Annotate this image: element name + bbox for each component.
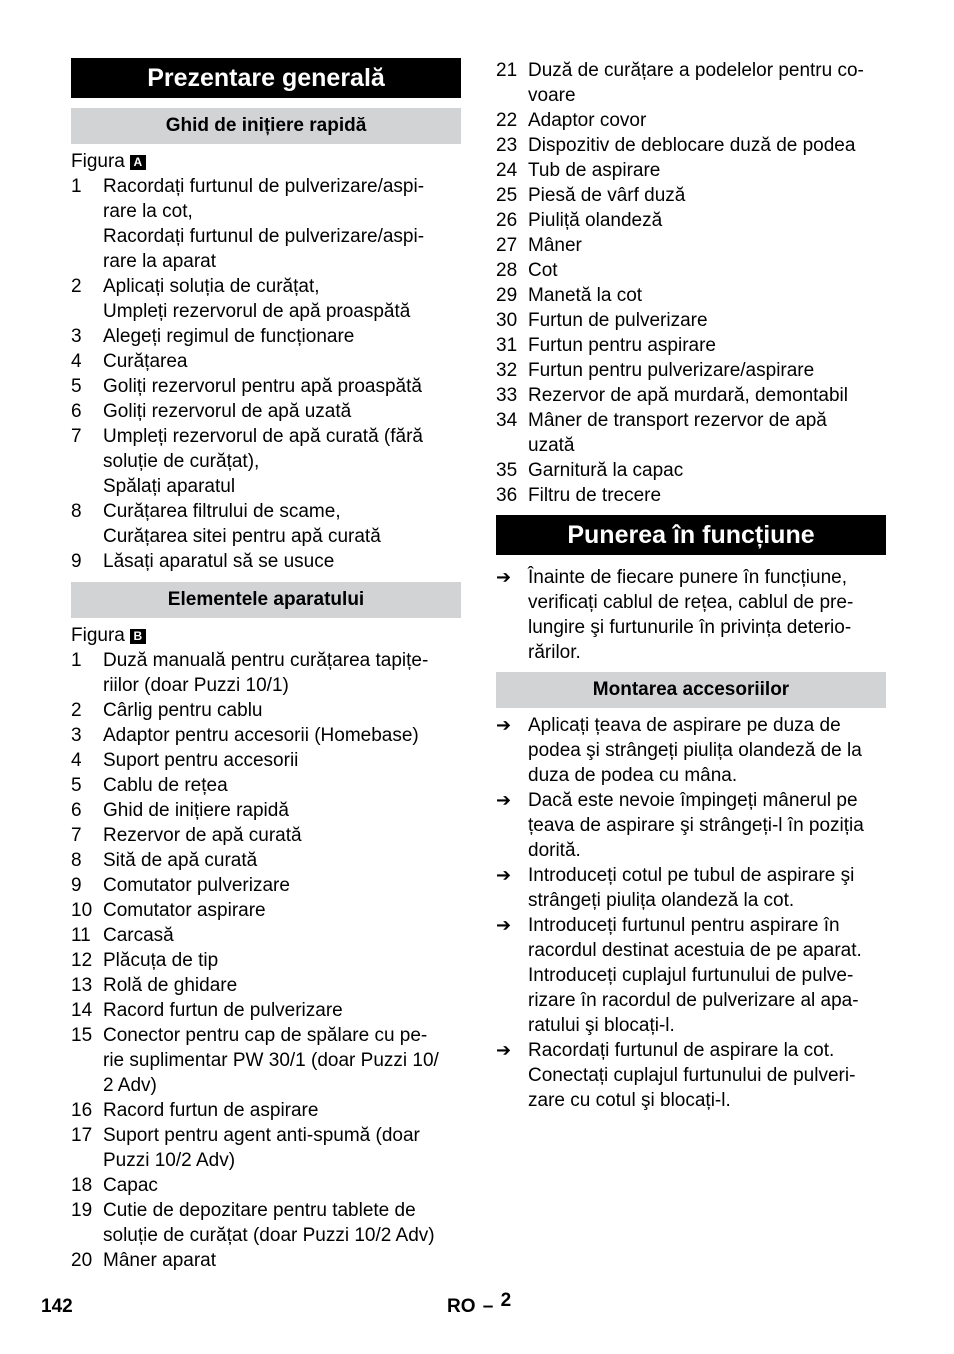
arrow-right-icon: ➔ <box>496 865 512 885</box>
page-footer-marker <box>447 1290 512 1318</box>
item-number: 34 <box>496 410 518 431</box>
item-number: 6 <box>71 800 82 821</box>
item-text: Mâner <box>528 235 582 256</box>
list-item <box>71 723 461 748</box>
figure-letter-badge: B <box>130 629 146 644</box>
list-item <box>496 58 886 108</box>
item-number: 6 <box>71 401 82 422</box>
section-title-startup: Punerea în funcțiune <box>496 515 886 555</box>
item-number: 28 <box>496 260 518 281</box>
item-number: 20 <box>71 1250 93 1271</box>
list-item <box>71 499 461 549</box>
item-number: 31 <box>496 335 518 356</box>
item-text: Piesă de vârf duză <box>528 185 686 206</box>
item-text: Furtun pentru aspirare <box>528 335 716 356</box>
item-text: Piuliță olandeză <box>528 210 663 231</box>
list-item <box>496 108 886 133</box>
item-text: Cârlig pentru cablu <box>103 700 263 721</box>
list-item <box>496 383 886 408</box>
item-text: Sită de apă curată <box>103 850 258 871</box>
item-number: 27 <box>496 235 518 256</box>
item-number: 1 <box>71 650 82 671</box>
list-item <box>71 1248 461 1273</box>
item-text: Duză manuală pentru curățarea tapițe- riilor (doar Puzzi 10/1) <box>103 650 429 696</box>
item-text: Lăsați aparatul să se usuce <box>103 551 335 572</box>
list-item <box>71 324 461 349</box>
figure-reference-a <box>71 149 461 174</box>
arrow-right-icon: ➔ <box>496 915 512 935</box>
list-item <box>71 1023 461 1098</box>
item-text: Manetă la cot <box>528 285 643 306</box>
list-item <box>71 923 461 948</box>
item-number: 36 <box>496 485 518 506</box>
item-text: Suport pentru accesorii <box>103 750 299 771</box>
list-item <box>496 483 886 508</box>
item-text: Cablu de rețea <box>103 775 228 796</box>
footer-separator: – <box>482 1296 494 1317</box>
instruction-text: Racordați furtunul de aspirare la cot. Conectați cuplajul furtunului de pulveri- zare cu cotul şi blocați-l. <box>528 1040 856 1111</box>
page-number: 142 <box>41 1296 73 1317</box>
list-item <box>71 873 461 898</box>
item-text: Comutator aspirare <box>103 900 266 921</box>
figure-letter-badge: A <box>130 155 146 170</box>
item-text: Rezervor de apă curată <box>103 825 302 846</box>
list-item <box>496 333 886 358</box>
subsection-heading-quick-guide: Ghid de inițiere rapidă <box>71 108 461 144</box>
list-item <box>71 1198 461 1248</box>
list-item <box>71 973 461 998</box>
instruction-text: Introduceți cotul pe tubul de aspirare şi strângeți piulița olandeză la cot. <box>528 865 855 911</box>
item-number: 7 <box>71 426 82 447</box>
list-item <box>71 748 461 773</box>
item-text: Tub de aspirare <box>528 160 661 181</box>
list-item <box>496 283 886 308</box>
arrow-right-icon: ➔ <box>496 715 512 735</box>
item-text: Cutie de depozitare pentru tablete de soluție de curățat (doar Puzzi 10/2 Adv) <box>103 1200 435 1246</box>
item-text: Curățarea filtrului de scame, Curățarea sitei pentru apă curată <box>103 501 381 547</box>
item-number: 32 <box>496 360 518 381</box>
item-number: 33 <box>496 385 518 406</box>
item-text: Dispozitiv de deblocare duză de podea <box>528 135 856 156</box>
item-number: 8 <box>71 850 82 871</box>
item-number: 13 <box>71 975 93 996</box>
item-text: Furtun de pulverizare <box>528 310 708 331</box>
list-item <box>71 399 461 424</box>
startup-note <box>496 565 886 665</box>
item-number: 23 <box>496 135 518 156</box>
list-item <box>496 208 886 233</box>
instruction-step <box>496 788 886 863</box>
list-item <box>71 898 461 923</box>
list-item <box>71 823 461 848</box>
right-column <box>496 58 886 1113</box>
item-number: 18 <box>71 1175 93 1196</box>
item-number: 9 <box>71 551 82 572</box>
list-item <box>71 648 461 698</box>
language-code: RO <box>447 1296 476 1317</box>
figure-reference-b <box>71 623 461 648</box>
item-text: Comutator pulverizare <box>103 875 290 896</box>
item-number: 22 <box>496 110 518 131</box>
item-number: 16 <box>71 1100 93 1121</box>
list-item <box>496 358 886 383</box>
subsection-heading-elements: Elementele aparatului <box>71 582 461 618</box>
item-text: Racordați furtunul de pulverizare/aspi- rare la cot, Racordați furtunul de pulverizare/aspi- rare la aparat <box>103 176 425 272</box>
item-text: Rezervor de apă murdară, demontabil <box>528 385 849 406</box>
item-number: 17 <box>71 1125 93 1146</box>
item-text: Racord furtun de pulverizare <box>103 1000 343 1021</box>
list-item <box>496 458 886 483</box>
item-text: Umpleți rezervorul de apă curată (fără soluție de curățat), Spălați aparatul <box>103 426 423 497</box>
item-number: 9 <box>71 875 82 896</box>
item-number: 3 <box>71 326 82 347</box>
item-number: 5 <box>71 376 82 397</box>
item-text: Filtru de trecere <box>528 485 662 506</box>
item-number: 3 <box>71 725 82 746</box>
instruction-text: Aplicați țeava de aspirare pe duza de podea şi strângeți piulița olandeză de la duza de podea cu mâna. <box>528 715 862 786</box>
device-elements-list-continued <box>496 58 886 508</box>
item-number: 1 <box>71 176 82 197</box>
list-item <box>496 133 886 158</box>
list-item <box>71 1098 461 1123</box>
list-item <box>71 773 461 798</box>
item-number: 29 <box>496 285 518 306</box>
item-number: 35 <box>496 460 518 481</box>
instruction-step <box>496 913 886 1038</box>
item-text: Ghid de inițiere rapidă <box>103 800 289 821</box>
mounting-steps-list <box>496 713 886 1113</box>
item-text: Garnitură la capac <box>528 460 684 481</box>
item-text: Conector pentru cap de spălare cu pe- rie suplimentar PW 30/1 (doar Puzzi 10/ 2 Adv) <box>103 1025 439 1096</box>
list-item <box>496 258 886 283</box>
list-item <box>71 798 461 823</box>
list-item <box>496 408 886 458</box>
item-number: 2 <box>71 700 82 721</box>
item-number: 21 <box>496 60 518 81</box>
item-text: Aplicați soluția de curățat, Umpleți rezervorul de apă proaspătă <box>103 276 411 322</box>
item-number: 11 <box>71 925 91 946</box>
item-number: 10 <box>71 900 93 921</box>
quick-guide-list <box>71 174 461 574</box>
item-text: Cot <box>528 260 558 281</box>
device-elements-list <box>71 648 461 1273</box>
item-text: Racord furtun de aspirare <box>103 1100 319 1121</box>
list-item <box>71 424 461 499</box>
list-item <box>71 549 461 574</box>
item-number: 25 <box>496 185 518 206</box>
list-item <box>71 274 461 324</box>
item-text: Goliți rezervorul de apă uzată <box>103 401 352 422</box>
item-number: 4 <box>71 351 82 372</box>
item-text: Duză de curățare a podelelor pentru co- voare <box>528 60 864 106</box>
instruction-text: Dacă este nevoie împingeți mânerul pe țeava de aspirare şi strângeți-l în poziția dorită. <box>528 790 864 861</box>
list-item <box>496 183 886 208</box>
figure-label: Figura <box>71 151 125 172</box>
item-number: 4 <box>71 750 82 771</box>
item-number: 19 <box>71 1200 93 1221</box>
list-item <box>496 308 886 333</box>
list-item <box>71 998 461 1023</box>
item-text: Furtun pentru pulverizare/aspirare <box>528 360 815 381</box>
item-text: Carcasă <box>103 925 174 946</box>
instruction-step <box>496 713 886 788</box>
item-text: Goliți rezervorul pentru apă proaspătă <box>103 376 422 397</box>
item-text: Mâner aparat <box>103 1250 217 1271</box>
arrow-right-icon: ➔ <box>496 1040 512 1060</box>
item-number: 15 <box>71 1025 93 1046</box>
instruction-step <box>496 863 886 913</box>
item-text: Capac <box>103 1175 158 1196</box>
list-item <box>496 158 886 183</box>
item-text: Mâner de transport rezervor de apă uzată <box>528 410 827 456</box>
item-text: Alegeți regimul de funcționare <box>103 326 355 347</box>
item-number: 12 <box>71 950 93 971</box>
startup-note-text: Înainte de fiecare punere în funcțiune, verificați cablul de rețea, cablul de pre- lungire şi furtunurile în privința deterio- rărilor. <box>528 567 854 663</box>
item-number: 14 <box>71 1000 93 1021</box>
item-text: Rolă de ghidare <box>103 975 238 996</box>
figure-label: Figura <box>71 625 125 646</box>
list-item <box>71 174 461 274</box>
list-item <box>71 1123 461 1173</box>
list-item <box>71 948 461 973</box>
section-page-number: 2 <box>500 1290 512 1311</box>
item-text: Adaptor covor <box>528 110 647 131</box>
item-number: 30 <box>496 310 518 331</box>
instruction-text: Introduceți furtunul pentru aspirare în racordul destinat acestuia de pe aparat. Introduceți cuplajul furtunului de pulve- rizare în racordul de pulverizare al apa- ratului şi blocați-l. <box>528 915 862 1036</box>
list-item <box>71 698 461 723</box>
list-item <box>496 233 886 258</box>
list-item <box>71 349 461 374</box>
item-text: Curățarea <box>103 351 188 372</box>
item-text: Plăcuța de tip <box>103 950 219 971</box>
left-column <box>71 58 461 1273</box>
list-item <box>71 374 461 399</box>
list-item <box>71 1173 461 1198</box>
item-text: Adaptor pentru accesorii (Homebase) <box>103 725 419 746</box>
item-number: 24 <box>496 160 518 181</box>
arrow-right-icon: ➔ <box>496 567 512 587</box>
subsection-heading-mounting: Montarea accesoriilor <box>496 672 886 708</box>
item-number: 2 <box>71 276 82 297</box>
item-text: Suport pentru agent anti-spumă (doar Puzzi 10/2 Adv) <box>103 1125 420 1171</box>
arrow-right-icon: ➔ <box>496 790 512 810</box>
instruction-step <box>496 1038 886 1113</box>
item-number: 8 <box>71 501 82 522</box>
list-item <box>71 848 461 873</box>
item-number: 7 <box>71 825 82 846</box>
item-number: 5 <box>71 775 82 796</box>
item-number: 26 <box>496 210 518 231</box>
section-title-overview: Prezentare generală <box>71 58 461 98</box>
